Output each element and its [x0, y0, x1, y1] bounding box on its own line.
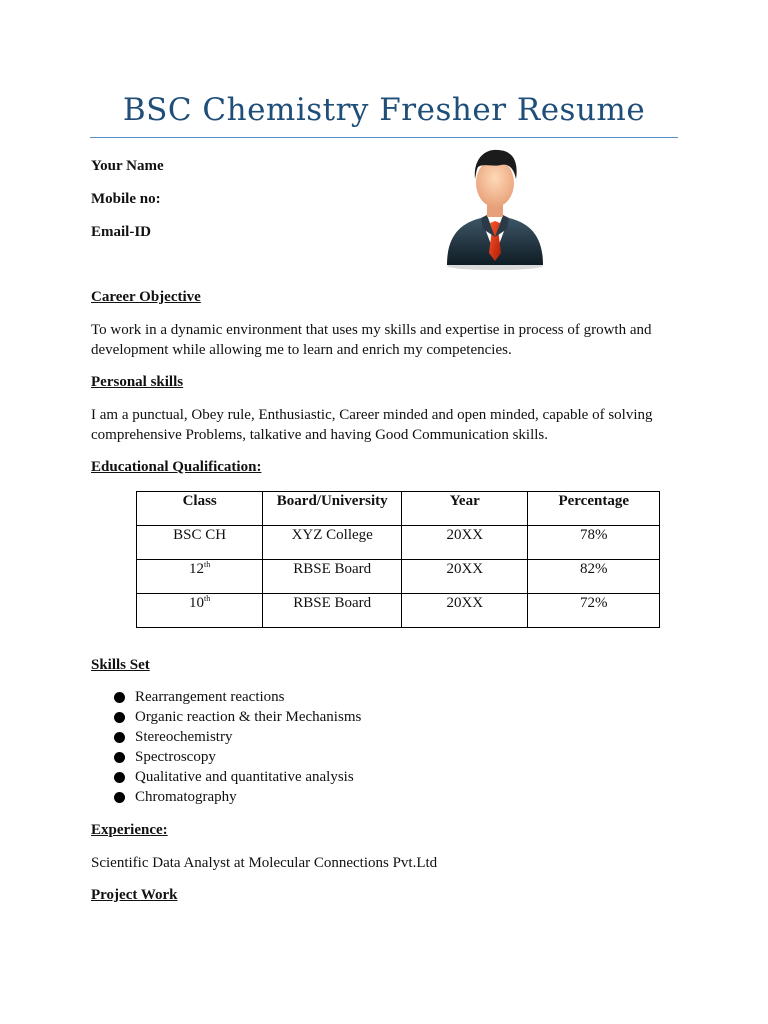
list-item: Chromatography: [91, 787, 361, 807]
table-row: [137, 594, 660, 628]
cell-board: RBSE Board: [263, 594, 402, 628]
bullet-icon: [114, 692, 125, 703]
list-item: Spectroscopy: [91, 747, 361, 767]
cell-class: BSC CH: [137, 526, 263, 560]
list-item: Qualitative and quantitative analysis: [91, 767, 361, 787]
contact-name: Your Name: [91, 158, 164, 174]
bullet-icon: [114, 732, 125, 743]
table-row: [137, 560, 660, 594]
cell-class: 10th: [137, 594, 263, 628]
cell-percentage: 78%: [528, 526, 660, 560]
column-header-percentage: Percentage: [528, 492, 660, 526]
education-heading: Educational Qualification:: [91, 459, 262, 475]
cell-percentage: 82%: [528, 560, 660, 594]
skills-list: [91, 687, 361, 807]
personal-skills-text: I am a punctual, Obey rule, Enthusiastic, Career minded and open minded, capable of solving comprehensive Problems, talkative and having Good Communication skills.: [91, 407, 653, 443]
cell-board: RBSE Board: [263, 560, 402, 594]
list-item: Organic reaction & their Mechanisms: [91, 707, 361, 727]
cell-year: 20XX: [402, 594, 528, 628]
project-work-heading: Project Work: [91, 887, 178, 903]
career-objective-heading: Career Objective: [91, 289, 201, 305]
personal-skills-heading: Personal skills: [91, 374, 184, 390]
bullet-icon: [114, 792, 125, 803]
column-header-class: Class: [137, 492, 263, 526]
table-row: [137, 526, 660, 560]
bullet-icon: [114, 712, 125, 723]
skills-set-heading: Skills Set: [91, 657, 150, 673]
cell-percentage: 72%: [528, 594, 660, 628]
cell-year: 20XX: [402, 526, 528, 560]
businessman-avatar-icon: [443, 145, 547, 270]
column-header-year: Year: [402, 492, 528, 526]
bullet-icon: [114, 772, 125, 783]
education-table: [136, 491, 660, 628]
list-item: Rearrangement reactions: [91, 687, 361, 707]
cell-class: 12th: [137, 560, 263, 594]
contact-mobile: Mobile no:: [91, 191, 161, 207]
bullet-icon: [114, 752, 125, 763]
list-item: Stereochemistry: [91, 727, 361, 747]
title-divider: [90, 137, 678, 138]
cell-year: 20XX: [402, 560, 528, 594]
contact-email: Email-ID: [91, 224, 151, 240]
column-header-board: Board/University: [263, 492, 402, 526]
table-header-row: [137, 492, 660, 526]
page-title: BSC Chemistry Fresher Resume: [122, 92, 646, 128]
career-objective-text: To work in a dynamic environment that uses my skills and expertise in process of growth and development while allowing me to learn and enrich my competencies.: [91, 322, 652, 358]
experience-text: Scientific Data Analyst at Molecular Connections Pvt.Ltd: [91, 855, 438, 871]
experience-heading: Experience:: [91, 822, 168, 838]
cell-board: XYZ College: [263, 526, 402, 560]
